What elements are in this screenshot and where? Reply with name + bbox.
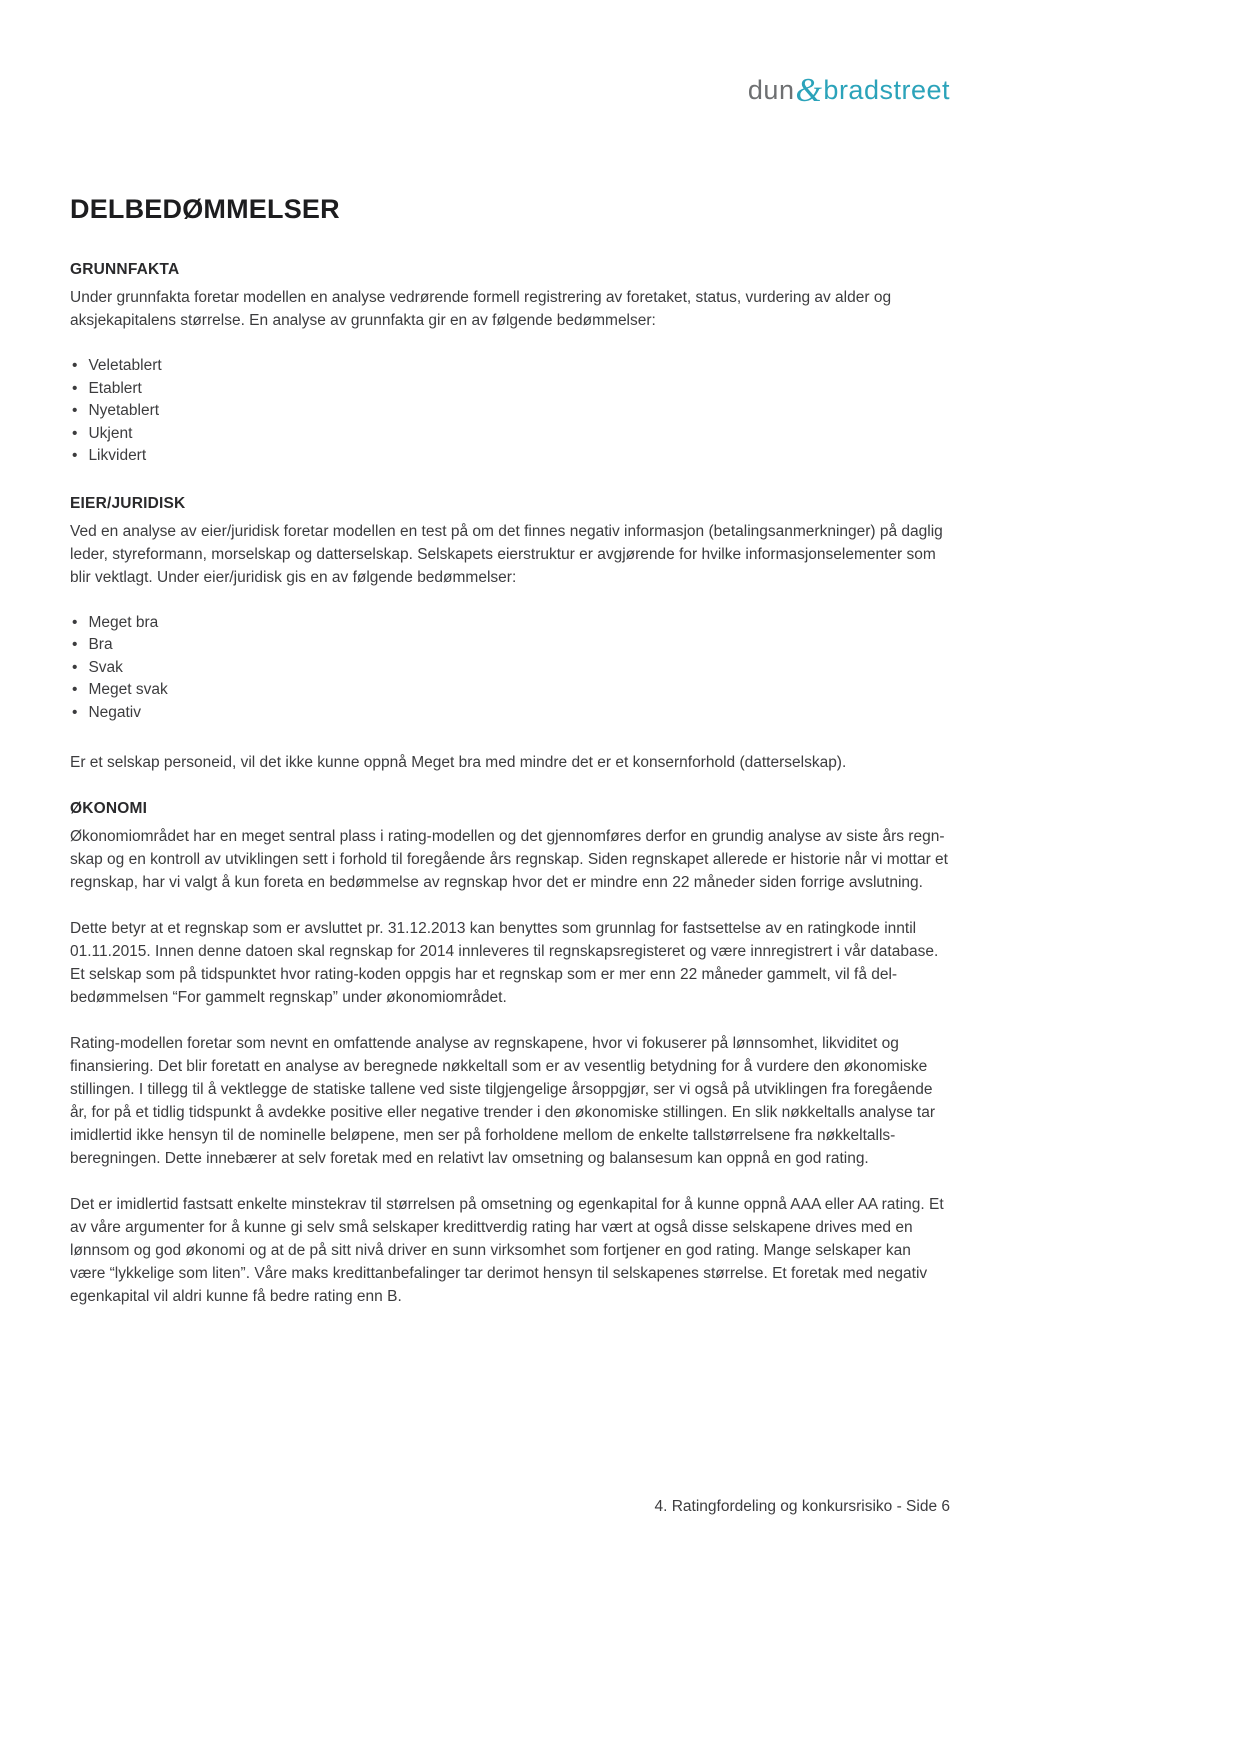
logo-text-dun: dun	[747, 75, 795, 105]
page-footer: 4. Ratingfordeling og konkursrisiko - Side 6	[654, 1498, 950, 1515]
okonomi-paragraph-1: Økonomiområdet har en meget sentral plass i rating-modellen og det gjennomføres derfor en grundig analyse av siste års regn- skap og en kontroll av utviklingen sett i forhold til foregående års regnskap. Siden regnskapet allerede er historie når vi mottar et regnskap, har vi valgt å kun foreta en bedømmelse av regnskap hvor det er mindre enn 22 måneder siden forrige avslutning.	[70, 828, 948, 891]
list-item	[72, 657, 950, 680]
list-item-label: Negativ	[88, 703, 141, 721]
section-grunnfakta	[70, 261, 950, 468]
list-item-label: Ukjent	[88, 424, 133, 442]
list-item-label: Bra	[88, 636, 113, 653]
bullet-icon: •	[72, 613, 78, 631]
grunnfakta-bullet-list	[72, 355, 950, 468]
list-item-label: Veletablert	[88, 357, 162, 374]
page-title: DELBEDØMMELSER	[70, 194, 340, 224]
section-heading-grunnfakta: GRUNNFAKTA	[70, 261, 180, 278]
bullet-icon: •	[72, 703, 78, 721]
logo-ampersand-icon: &	[795, 72, 823, 109]
list-item-label: Nyetablert	[88, 402, 160, 419]
section-okonomi	[70, 800, 950, 1308]
list-item	[72, 612, 950, 635]
bullet-icon: •	[72, 447, 78, 464]
list-item	[72, 702, 950, 725]
logo-text-bradstreet: bradstreet	[823, 75, 950, 105]
okonomi-paragraph-4: Det er imidlertid fastsatt enkelte minstekrav til størrelsen på omsetning og egenkapital for å kunne oppnå AAA eller AA rating. Et av våre argumenter for å kunne gi selv små selskaper kredittverdig rating har vært at også disse selskapene drives med en lønnsom og god økonomi og at de på sitt nivå driver en sunn virksomhet som fortjener en god rating. Mange selskaper kan være “lykkelige som liten”. Våre maks kredittanbefalinger tar derimot hensyn til selskapenes størrelse. Et foretak med negativ egenkapital vil aldri kunne få bedre rating enn B.	[70, 1196, 944, 1305]
list-item	[72, 378, 950, 401]
list-item-label: Meget svak	[88, 681, 168, 698]
okonomi-paragraph-3: Rating-modellen foretar som nevnt en omfattende analyse av regnskapene, hvor vi fokuserer på lønnsomhet, likviditet og finansiering. Det blir foretatt en analyse av beregnede nøkkeltall som er av vesentlig betydning for å vurdere den økonomiske stillingen. I tillegg til å vektlegge de statiske tallene ved siste tilgjengelige årsoppgjør, ser vi også på utviklingen fra foregående år, for på et tidlig tidspunkt å avdekke positive eller negative trender i den økonomiske stillingen. En slik nøkkeltalls analyse tar imidlertid ikke hensyn til de nominelle beløpene, men ser på forholdene mellom de enkelte tallstørrelsene fra nøkkeltalls- beregningen. Dette innebærer at selv foretak med en relativt lav omsetning og balansesum kan oppnå en god rating.	[70, 1035, 935, 1167]
bullet-icon: •	[72, 402, 78, 419]
list-item	[72, 679, 950, 702]
grunnfakta-intro-paragraph: Under grunnfakta foretar modellen en analyse vedrørende formell registrering av foretaket, status, vurdering av alder og aksjekapitalens størrelse. En analyse av grunnfakta gir en av følgende bedømmelser:	[70, 289, 892, 329]
list-item-label: Svak	[88, 658, 123, 676]
list-item	[72, 634, 950, 657]
list-item	[72, 445, 950, 468]
list-item-label: Meget bra	[88, 613, 159, 631]
list-item-label: Likvidert	[88, 447, 147, 464]
dun-bradstreet-logo	[70, 72, 950, 109]
eier-juridisk-intro-paragraph: Ved en analyse av eier/juridisk foretar modellen en test på om det finnes negativ informasjon (betalingsanmerkninger) på daglig leder, styreformann, morselskap og datterselskap. Selskapets eierstruktur er avgjørende for hvilke informasjonselementer som blir vektlagt. Under eier/juridisk gis en av følgende bedømmelser:	[70, 522, 943, 586]
bullet-icon: •	[72, 357, 78, 374]
list-item	[72, 355, 950, 378]
bullet-icon: •	[72, 424, 78, 442]
section-eier-juridisk	[70, 495, 950, 775]
eier-juridisk-bullet-list	[72, 612, 950, 725]
bullet-icon: •	[72, 681, 78, 698]
section-heading-okonomi: ØKONOMI	[70, 800, 148, 817]
list-item-label: Etablert	[88, 379, 142, 397]
list-item	[72, 400, 950, 423]
section-heading-eier-juridisk: EIER/JURIDISK	[70, 494, 186, 512]
okonomi-paragraph-2: Dette betyr at et regnskap som er avsluttet pr. 31.12.2013 kan benyttes som grunnlag for fastsettelse av en ratingkode inntil 01.11.2015. Innen denne datoen skal regnskap for 2014 innleveres til regnskapsregisteret og være innregistrert i vår database. Et selskap som på tidspunktet hvor rating-koden oppgis har et regnskap som er mer enn 22 måneder gammelt, vil få del- bedømmelsen “For gammelt regnskap” under økonomiområdet.	[70, 920, 939, 1006]
eier-juridisk-note-paragraph: Er et selskap personeid, vil det ikke kunne oppnå Meget bra med mindre det er et konsernforhold (datterselskap).	[70, 754, 847, 771]
list-item	[72, 423, 950, 446]
bullet-icon: •	[72, 636, 78, 653]
bullet-icon: •	[72, 379, 78, 397]
bullet-icon: •	[72, 658, 78, 676]
